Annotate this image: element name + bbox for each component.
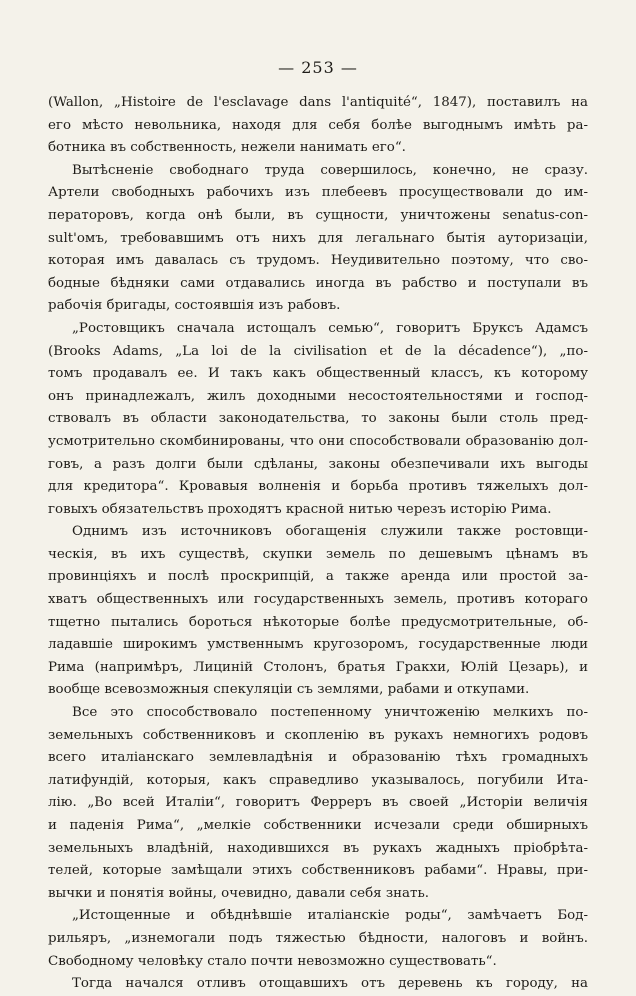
text-line: Однимъ изъ источниковъ обогащенія служили также ростовщи- bbox=[72, 524, 588, 540]
text-line: „Истощенные и обѣднѣвшіе италіанскіе роды“, замѣчаетъ Бод- bbox=[72, 908, 588, 924]
text-line: земельныхъ владѣній, находившихся въ рукахъ жадныхъ пріобрѣта- bbox=[48, 840, 588, 856]
text-line: говъ, а разъ долги были сдѣланы, законы обезпечивали ихъ выгоды bbox=[48, 456, 588, 472]
text-line: Вытѣсненіе свободнаго труда совершилось, конечно, не сразу. bbox=[72, 162, 588, 178]
text-line: и паденія Рима“, „мелкіе собственники исчезали среди обширныхъ bbox=[48, 818, 588, 833]
text-line: sult'омъ, требовавшимъ отъ нихъ для легальнаго бытія ауторизаціи, bbox=[48, 230, 588, 246]
text-line: ческія, въ ихъ существѣ, скупки земель по дешевымъ цѣнамъ въ bbox=[48, 546, 588, 562]
text-line: бодные бѣдняки сами отдавались иногда въ рабство и поступали въ bbox=[48, 275, 588, 291]
text-line: усмотрительно скомбинированы, что они способствовали образованію дол- bbox=[48, 433, 588, 449]
text-line: ствовалъ въ области законодательства, то законы были столь пред- bbox=[48, 411, 588, 427]
text-line: Свободному человѣку стало почти невозможно существовать“. bbox=[48, 953, 497, 969]
text-line: говыхъ обязательствъ проходятъ красной нитью черезъ исторію Рима. bbox=[48, 501, 552, 517]
text-line: вычки и понятія войны, очевидно, давали себя знать. bbox=[48, 885, 429, 901]
text-line: (Wallon, „Histoire de l'esclavage dans l'antiquité“, 1847), поставилъ на bbox=[48, 95, 588, 110]
text-line: онъ принадлежалъ, жилъ доходными несостоятельностями и господ- bbox=[48, 388, 588, 404]
text-line: рабочія бригады, состоявшія изъ рабовъ. bbox=[48, 298, 341, 314]
text-line: ладавшіе широкимъ умственнымъ кругозоромъ, государственные люди bbox=[48, 637, 588, 653]
text-line: его мѣсто невольника, находя для себя болѣе выгоднымъ имѣть ра- bbox=[48, 117, 588, 133]
text-line: томъ продавалъ ее. И такъ какъ общественный классъ, къ которому bbox=[48, 366, 588, 382]
text-line: провинціяхъ и послѣ проскрипцій, а также аренда или простой за- bbox=[48, 569, 588, 585]
text-line: ботника въ собственность, нежели нанимать его“. bbox=[48, 140, 406, 156]
text-line: Рима (напримѣръ, Лициній Столонъ, братья Гракхи, Юлій Цезарь), и bbox=[48, 659, 588, 675]
text-line: Все это способствовало постепенному уничтоженію мелкихъ по- bbox=[72, 705, 588, 721]
text-line: латифундій, которыя, какъ справедливо указывалось, погубили Ита- bbox=[48, 772, 588, 788]
text-line: вообще всевозможныя спекуляціи съ землями, рабами и откупами. bbox=[48, 682, 530, 698]
text-line: (Brooks Adams, „La loi de la civilisation et de la décadence“), „по- bbox=[48, 343, 588, 359]
text-line: телей, которые замѣщали этихъ собственниковъ рабами“. Нравы, при- bbox=[48, 863, 588, 879]
text-line: „Ростовщикъ сначала истощалъ семью“, говоритъ Бруксъ Адамсъ bbox=[72, 320, 588, 336]
page-number: — 253 — bbox=[278, 58, 358, 77]
text-line: ператоровъ, когда онѣ были, въ сущности, уничтожены senatus-con- bbox=[48, 207, 588, 223]
text-line: всего италіанскаго землевладѣнія и образованію тѣхъ громадныхъ bbox=[48, 750, 588, 766]
text-line: Артели свободныхъ рабочихъ изъ плебеевъ просуществовали до им- bbox=[48, 185, 588, 201]
text-line: лію. „Во всей Италіи“, говоритъ Ферреръ въ своей „Исторіи величія bbox=[48, 795, 588, 811]
text-line: которая имъ давалась съ трудомъ. Неудивительно поэтому, что сво- bbox=[48, 253, 588, 269]
text-line: земельныхъ собственниковъ и скопленію въ рукахъ немногихъ родовъ bbox=[48, 727, 588, 743]
text-line: тщетно пытались бороться нѣкоторые болѣе предусмотрительные, об- bbox=[48, 614, 588, 630]
text-line: для кредитора“. Кровавыя волненія и борьба противъ тяжелыхъ дол- bbox=[48, 479, 588, 495]
body-text bbox=[48, 92, 588, 996]
text-line: Тогда начался отливъ отощавшихъ отъ деревень къ городу, на bbox=[72, 976, 588, 992]
text-line: хватъ общественныхъ или государственныхъ земель, противъ котораго bbox=[48, 592, 588, 608]
text-line: рильяръ, „изнемогали подъ тяжестью бѣдности, налоговъ и войнъ. bbox=[48, 930, 588, 946]
